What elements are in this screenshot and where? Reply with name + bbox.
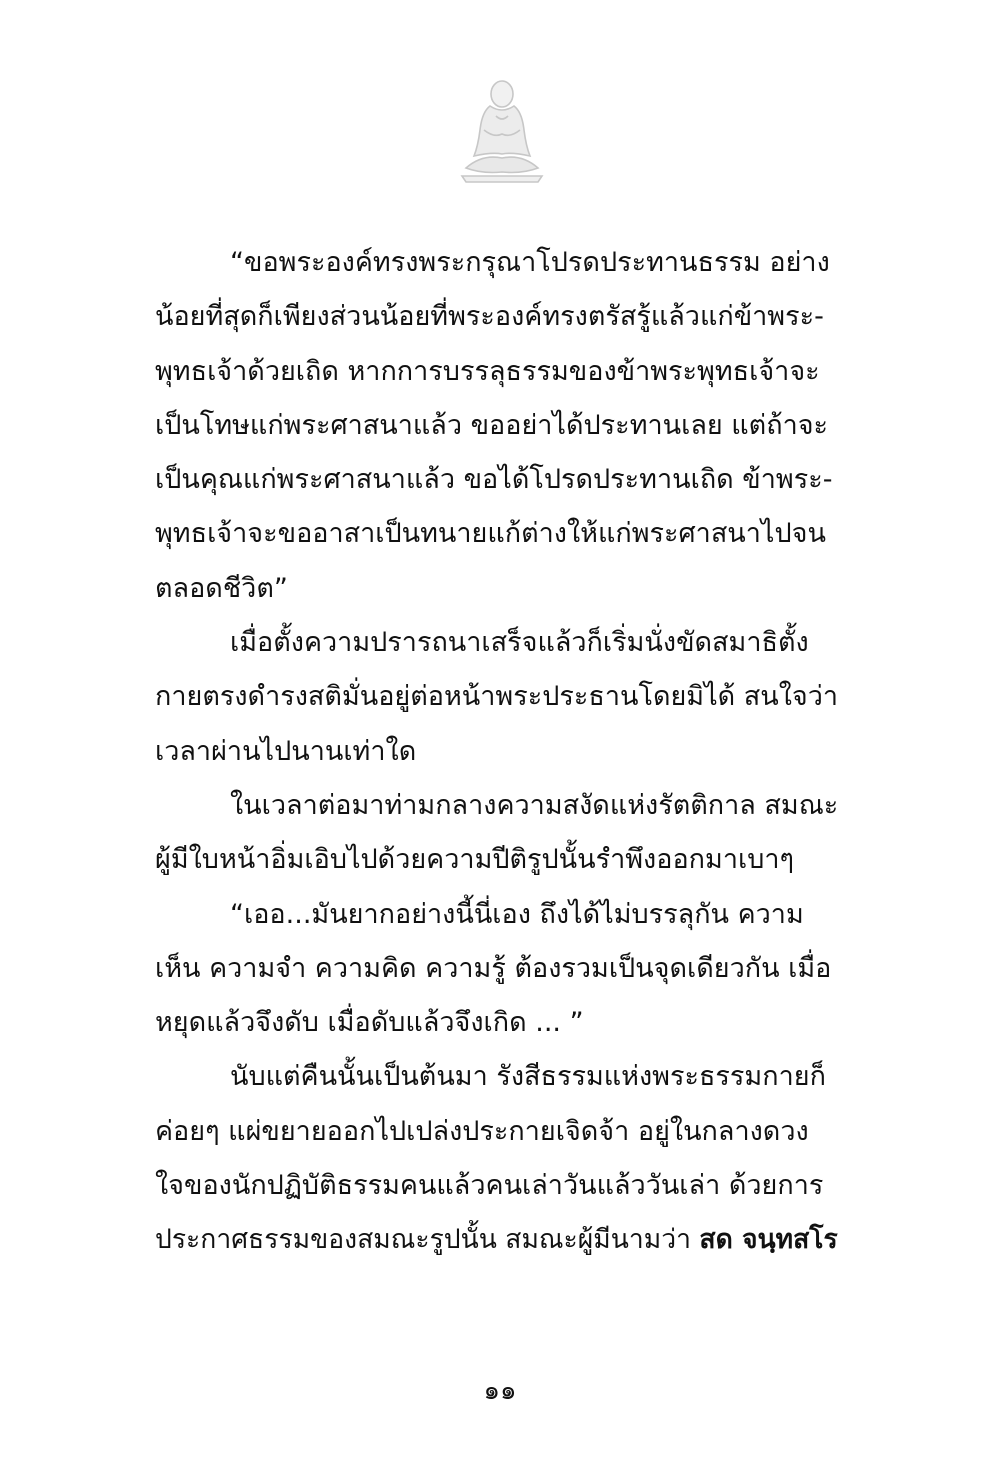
text-line: นับแต่คืนนั้นเป็นต้นมา รังสีธรรมแห่งพระธรรมกายก็ xyxy=(230,1061,826,1093)
text-line: เมื่อตั้งความปรารถนาเสร็จแล้วก็เริ่มนั่งขัดสมาธิตั้ง xyxy=(230,627,809,659)
text-line: ค่อยๆ แผ่ขยายออกไปเปล่งประกายเจิดจ้า อยู่ในกลางดวง xyxy=(155,1115,809,1147)
monk-name: สด จนฺทสโร xyxy=(699,1224,838,1256)
body-text xyxy=(155,236,845,1268)
text-line: กายตรงดำรงสติมั่นอยู่ต่อหน้าพระประธานโดยมิได้ สนใจว่า xyxy=(155,681,839,713)
text-line: เป็นคุณแก่พระศาสนาแล้ว ขอได้โปรดประทานเถิด ข้าพระ- xyxy=(155,464,833,496)
text-line: หยุดแล้วจึงดับ เมื่อดับแล้วจึงเกิด ... ” xyxy=(155,1007,584,1039)
text-line: พุทธเจ้าด้วยเถิด หากการบรรลุธรรมของข้าพระพุทธเจ้าจะ xyxy=(155,355,820,387)
text-line: ตลอดชีวิต” xyxy=(155,572,288,604)
text-line: พุทธเจ้าจะขออาสาเป็นทนายแก้ต่างให้แก่พระศาสนาไปจน xyxy=(155,518,826,550)
text-line: “เออ...มันยากอย่างนี้นี่เอง ถึงได้ไม่บรรลุกัน ความ xyxy=(230,898,804,930)
text-line: เป็นโทษแก่พระศาสนาแล้ว ขออย่าได้ประทานเลย แต่ถ้าจะ xyxy=(155,409,829,441)
text-line: ผู้มีใบหน้าอิ่มเอิบไปด้วยความปีติรูปนั้นรำพึงออกมาเบาๆ xyxy=(155,844,795,876)
page-number: ๑๑ xyxy=(483,1376,517,1406)
text-line: “ขอพระองค์ทรงพระกรุณาโปรดประทานธรรม อย่าง xyxy=(230,247,830,278)
text-line-final xyxy=(155,1213,845,1267)
final-line-text: ประกาศธรรมของสมณะรูปนั้น สมณะผู้มีนามว่า xyxy=(155,1224,700,1256)
text-line: น้อยที่สุดก็เพียงส่วนน้อยที่พระองค์ทรงตรัสรู้แล้วแก่ข้าพระ- xyxy=(155,301,824,333)
text-line: ในเวลาต่อมาท่ามกลางความสงัดแห่งรัตติกาล สมณะ xyxy=(230,789,839,821)
text-line: เห็น ความจำ ความคิด ความรู้ ต้องรวมเป็นจุดเดียวกัน เมื่อ xyxy=(155,952,832,984)
seated-monk-icon xyxy=(452,72,552,184)
text-line: ใจของนักปฏิบัติธรรมคนแล้วคนเล่าวันแล้ววันเล่า ด้วยการ xyxy=(155,1170,824,1202)
text-line: เวลาผ่านไปนานเท่าใด xyxy=(155,735,417,767)
